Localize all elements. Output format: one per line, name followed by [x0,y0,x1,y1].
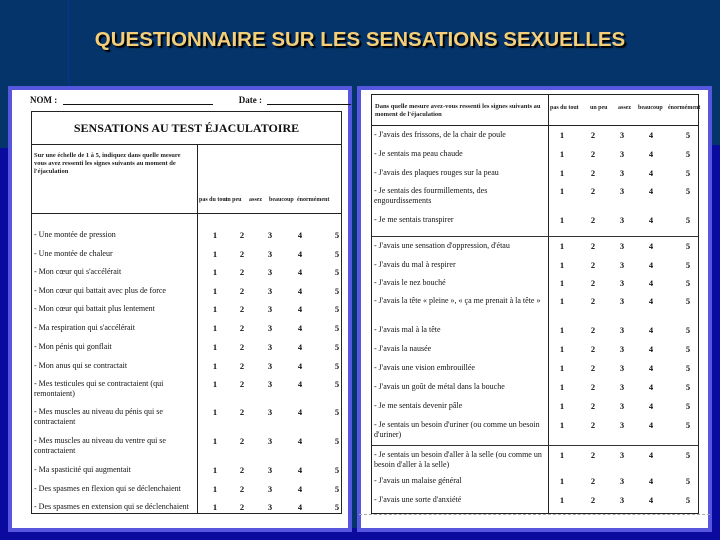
scale-label: énormément [668,105,701,111]
scale-label: assez [618,105,631,111]
item-label: - Des spasmes en extension qui se déclenchaient [34,502,189,511]
rating-option[interactable]: 5 [685,420,691,430]
nom-field[interactable] [63,104,213,105]
rating-option[interactable]: 2 [239,304,245,314]
rating-option[interactable]: 5 [685,450,691,460]
rating-option[interactable]: 1 [212,230,218,240]
nom-label: NOM : [30,95,58,105]
rating-option[interactable]: 1 [212,436,218,446]
item-label: - Mon cœur qui battait plus lentement [34,304,155,313]
rating-option[interactable]: 3 [619,149,625,159]
item-label: - J'avais la tête « pleine », « ça me prenait à la tête » [374,296,541,305]
rating-option[interactable]: 1 [212,484,218,494]
rating-option[interactable]: 4 [648,344,654,354]
rating-option[interactable]: 5 [685,241,691,251]
rating-option[interactable]: 3 [619,186,625,196]
scale-label: un peu [590,105,608,111]
rating-option[interactable]: 3 [619,495,625,505]
rating-option[interactable]: 2 [590,260,596,270]
item-label: - Mon cœur qui s'accélérait [34,267,122,276]
rating-option[interactable]: 4 [297,286,303,296]
rating-option[interactable]: 1 [559,241,565,251]
rating-option[interactable]: 1 [212,361,218,371]
name-date-line [30,95,351,105]
rating-option[interactable]: 5 [685,215,691,225]
rating-option[interactable]: 1 [559,215,565,225]
rating-option[interactable]: 4 [297,267,303,277]
rating-option[interactable]: 3 [619,401,625,411]
rating-option[interactable]: 4 [648,476,654,486]
rating-option[interactable]: 2 [590,420,596,430]
item-label: - Mes testicules qui se contractaient (qui remontaient) [34,379,164,398]
item-label: - Mon pénis qui gonflait [34,342,112,351]
questionnaire-table-left [31,144,342,514]
rating-option[interactable]: 5 [685,363,691,373]
rating-option[interactable]: 2 [239,323,245,333]
rating-option[interactable]: 3 [619,325,625,335]
rating-option[interactable]: 1 [559,149,565,159]
rating-option[interactable]: 5 [685,401,691,411]
questionnaire-page-right [357,86,712,532]
rating-option[interactable]: 4 [297,249,303,259]
rating-option[interactable]: 5 [334,465,340,475]
rating-option[interactable]: 3 [267,361,273,371]
rating-option[interactable]: 2 [590,382,596,392]
rating-option[interactable]: 4 [648,363,654,373]
item-label: - J'avais la nausée [374,344,432,353]
rating-option[interactable]: 3 [267,230,273,240]
rating-option[interactable]: 5 [334,267,340,277]
questionnaire-page-left [8,86,352,532]
rating-option[interactable]: 4 [648,296,654,306]
rating-option[interactable]: 3 [267,502,273,512]
rating-option[interactable]: 1 [559,450,565,460]
rating-option[interactable]: 3 [619,450,625,460]
item-label: - Mon cœur qui battait avec plus de force [34,286,166,295]
section-divider [372,445,698,446]
rating-option[interactable]: 3 [619,382,625,392]
rating-option[interactable]: 1 [559,186,565,196]
rating-option[interactable]: 4 [648,325,654,335]
item-label: - Je sentais un besoin d'aller à la selle (ou comme un besoin d'aller à la selle) [374,450,542,469]
rating-option[interactable]: 5 [334,407,340,417]
rating-option[interactable]: 3 [267,436,273,446]
rating-option[interactable]: 1 [559,476,565,486]
rating-option[interactable]: 3 [619,241,625,251]
rating-option[interactable]: 1 [559,325,565,335]
rating-option[interactable]: 1 [212,342,218,352]
rating-option[interactable]: 2 [590,325,596,335]
rating-option[interactable]: 1 [212,323,218,333]
rating-option[interactable]: 4 [297,304,303,314]
rating-option[interactable]: 4 [648,186,654,196]
item-label: - Mes muscles au niveau du pénis qui se contractaient [34,407,163,426]
item-label: - Je me sentais devenir pâle [374,401,463,410]
rating-option[interactable]: 4 [648,149,654,159]
scale-label: beaucoup [269,197,294,203]
rating-option[interactable]: 1 [212,379,218,389]
instruction-text: Dans quelle mesure avez-vous ressenti les signes suivants au moment de l'éjaculation [375,103,541,118]
rating-option[interactable]: 5 [334,286,340,296]
rating-option[interactable]: 5 [334,484,340,494]
rating-option[interactable]: 2 [239,465,245,475]
rating-option[interactable]: 2 [239,502,245,512]
item-label: - Je sentais un besoin d'uriner (ou comme un besoin d'uriner) [374,420,540,439]
rating-option[interactable]: 2 [239,286,245,296]
item-label: - J'avais le nez bouché [374,278,446,287]
rating-option[interactable]: 5 [334,436,340,446]
rating-option[interactable]: 2 [239,230,245,240]
rating-option[interactable]: 3 [619,260,625,270]
item-label: - Je sentais ma peau chaude [374,149,463,158]
rating-option[interactable]: 3 [267,342,273,352]
rating-option[interactable]: 3 [619,168,625,178]
rating-option[interactable]: 3 [619,130,625,140]
rating-option[interactable]: 2 [239,379,245,389]
rating-option[interactable]: 3 [619,344,625,354]
page-edge-line [359,514,710,515]
rating-option[interactable]: 2 [590,296,596,306]
rating-option[interactable]: 4 [648,278,654,288]
rating-option[interactable]: 5 [685,495,691,505]
rating-option[interactable]: 4 [297,484,303,494]
rating-option[interactable]: 5 [334,304,340,314]
rating-option[interactable]: 2 [590,476,596,486]
rating-option[interactable]: 4 [297,379,303,389]
item-label: - Mon anus qui se contractait [34,361,128,370]
column-separator [548,95,549,513]
rating-option[interactable]: 2 [590,401,596,411]
rating-option[interactable]: 3 [619,363,625,373]
rating-option[interactable]: 5 [334,379,340,389]
rating-option[interactable]: 2 [590,450,596,460]
rating-option[interactable]: 2 [590,168,596,178]
item-label: - J'avais une sensation d'oppression, d'étau [374,241,510,250]
rating-option[interactable]: 2 [590,495,596,505]
rating-option[interactable]: 3 [267,407,273,417]
rating-option[interactable]: 4 [648,450,654,460]
rating-option[interactable]: 5 [334,249,340,259]
rating-option[interactable]: 2 [590,278,596,288]
section-divider [372,236,698,237]
rating-option[interactable]: 5 [685,186,691,196]
rating-option[interactable]: 2 [590,344,596,354]
rating-option[interactable]: 2 [239,436,245,446]
rating-option[interactable]: 2 [590,241,596,251]
item-label: - Une montée de pression [34,230,116,239]
rating-option[interactable]: 5 [685,168,691,178]
rating-option[interactable]: 2 [239,484,245,494]
rating-option[interactable]: 4 [297,361,303,371]
item-label: - J'avais un malaise général [374,476,462,485]
rating-option[interactable]: 4 [648,495,654,505]
rating-option[interactable]: 5 [685,130,691,140]
rating-option[interactable]: 1 [559,130,565,140]
rating-option[interactable]: 5 [685,325,691,335]
rating-option[interactable]: 3 [267,267,273,277]
rating-option[interactable]: 2 [239,267,245,277]
rating-option[interactable]: 4 [297,502,303,512]
rating-option[interactable]: 3 [267,465,273,475]
rating-option[interactable]: 1 [559,401,565,411]
rating-option[interactable]: 3 [267,304,273,314]
instruction-text: Sur une échelle de 1 à 5, indiquez dans quelle mesure vous avez ressenti les signes suivants au moment de l'éjaculation [34,152,181,175]
rating-option[interactable]: 3 [267,379,273,389]
rating-option[interactable]: 4 [297,465,303,475]
rating-option[interactable]: 5 [685,296,691,306]
rating-option[interactable]: 2 [590,215,596,225]
scale-label: assez [249,197,262,203]
scale-label: pas du tout [550,105,579,111]
rating-option[interactable]: 3 [267,323,273,333]
rating-option[interactable]: 1 [559,296,565,306]
rating-option[interactable]: 3 [267,249,273,259]
rating-option[interactable]: 4 [648,168,654,178]
rating-option[interactable]: 5 [334,230,340,240]
rating-option[interactable]: 3 [619,420,625,430]
item-label: - J'avais des plaques rouges sur la peau [374,168,499,177]
item-label: - Ma spasticité qui augmentait [34,465,131,474]
rating-option[interactable]: 1 [559,344,565,354]
rating-option[interactable]: 4 [648,241,654,251]
rating-option[interactable]: 4 [648,215,654,225]
item-label: - Mes muscles au niveau du ventre qui se contractaient [34,436,166,455]
rating-option[interactable]: 5 [685,382,691,392]
rating-option[interactable]: 3 [619,296,625,306]
rating-option[interactable]: 2 [239,249,245,259]
rating-option[interactable]: 2 [590,363,596,373]
rating-option[interactable]: 1 [212,286,218,296]
rating-option[interactable]: 2 [239,342,245,352]
rating-option[interactable]: 1 [559,278,565,288]
rating-option[interactable]: 5 [685,149,691,159]
rating-option[interactable]: 2 [239,407,245,417]
rating-option[interactable]: 1 [212,304,218,314]
rating-option[interactable]: 1 [559,260,565,270]
rating-option[interactable]: 4 [297,342,303,352]
rating-option[interactable]: 1 [559,382,565,392]
rating-option[interactable]: 2 [590,149,596,159]
rating-option[interactable]: 5 [685,260,691,270]
rating-option[interactable]: 1 [212,267,218,277]
item-label: - J'avais une sorte d'anxiété [374,495,462,504]
scale-label: pas du tout [199,197,228,203]
rating-option[interactable]: 1 [212,465,218,475]
rating-option[interactable]: 5 [685,278,691,288]
item-label: - J'avais des frissons, de la chair de poule [374,130,506,139]
item-label: - J'avais mal à la tête [374,325,441,334]
rating-option[interactable]: 4 [297,436,303,446]
rating-option[interactable]: 4 [297,230,303,240]
item-label: - Je sentais des fourmillements, des engourdissements [374,186,488,205]
rating-option[interactable]: 5 [685,344,691,354]
rating-option[interactable]: 4 [648,382,654,392]
rating-option[interactable]: 4 [648,260,654,270]
rating-option[interactable]: 1 [559,495,565,505]
rating-option[interactable]: 2 [590,186,596,196]
slide-title: QUESTIONNAIRE SUR LES SENSATIONS SEXUELLES [94,28,626,51]
rating-option[interactable]: 5 [334,502,340,512]
rating-option[interactable]: 1 [559,420,565,430]
rating-option[interactable]: 1 [559,363,565,373]
item-label: - Une montée de chaleur [34,249,113,258]
rating-option[interactable]: 1 [212,249,218,259]
item-label: - J'avais un goût de métal dans la bouche [374,382,505,391]
rating-option[interactable]: 4 [297,407,303,417]
rating-option[interactable]: 2 [590,130,596,140]
rating-option[interactable]: 1 [212,407,218,417]
rating-option[interactable]: 3 [267,286,273,296]
rating-option[interactable]: 3 [619,215,625,225]
questionnaire-table-right [371,94,699,514]
rating-option[interactable]: 5 [334,361,340,371]
rating-option[interactable]: 4 [648,130,654,140]
rating-option[interactable]: 3 [619,476,625,486]
item-label: - J'avais du mal à respirer [374,260,456,269]
date-label: Date : [238,95,262,105]
rating-option[interactable]: 5 [334,342,340,352]
rating-option[interactable]: 3 [267,484,273,494]
scale-label: énormément [297,197,330,203]
scale-label: un peu [224,197,242,203]
item-label: - Des spasmes en flexion qui se déclenchaient [34,484,181,493]
rating-option[interactable]: 1 [212,502,218,512]
item-label: - Ma respiration qui s'accélérait [34,323,135,332]
rating-option[interactable]: 2 [239,361,245,371]
rating-option[interactable]: 5 [685,476,691,486]
rating-option[interactable]: 3 [619,278,625,288]
rating-option[interactable]: 4 [648,401,654,411]
item-label: - J'avais une vision embrouillée [374,363,475,372]
date-field[interactable] [267,104,351,105]
rating-option[interactable]: 5 [334,323,340,333]
rating-option[interactable]: 1 [559,168,565,178]
column-separator [197,145,198,513]
rating-option[interactable]: 4 [648,420,654,430]
form-heading: SENSATIONS AU TEST ÉJACULATOIRE [31,111,342,144]
scale-label: beaucoup [638,105,663,111]
rating-option[interactable]: 4 [297,323,303,333]
item-label: - Je me sentais transpirer [374,215,454,224]
